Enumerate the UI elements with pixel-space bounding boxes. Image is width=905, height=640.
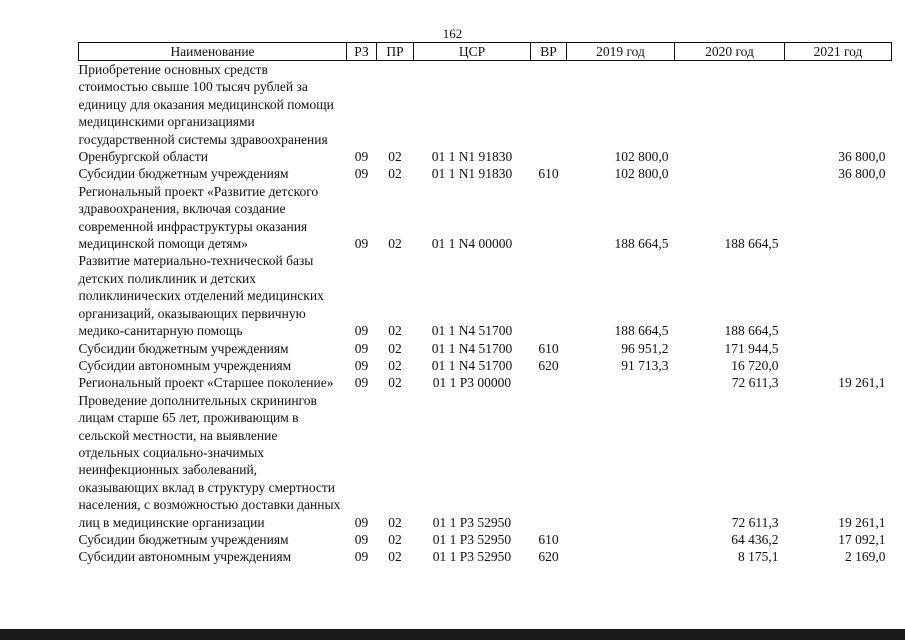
- row-2020: [675, 61, 785, 166]
- row-2020: [675, 165, 785, 182]
- row-pr: 02: [388, 514, 402, 530]
- row-vr: [531, 374, 567, 391]
- page-number: 162: [442, 26, 463, 41]
- table-row: [79, 357, 892, 374]
- row-csr: 01 1 N4 51700: [431, 340, 513, 356]
- table-row: [79, 392, 892, 531]
- row-2019: [567, 392, 675, 531]
- row-2019: 96 951,2: [621, 340, 669, 356]
- row-name: Субсидии автономным учреждениям: [78, 549, 292, 565]
- row-vr: 620: [538, 357, 559, 373]
- row-2019: 91 713,3: [621, 357, 669, 373]
- row-2020: 72 611,3: [731, 514, 779, 530]
- header-2019: 2019 год: [567, 43, 675, 61]
- row-csr: 01 1 P3 52950: [432, 531, 512, 547]
- row-name: Субсидии автономным учреждениям: [78, 357, 292, 373]
- row-csr: 01 1 N4 00000: [431, 236, 513, 252]
- row-2019: 188 664,5: [614, 323, 669, 339]
- row-pr: 02: [388, 149, 402, 165]
- row-rz: 09: [354, 549, 369, 565]
- table-row: [79, 548, 892, 565]
- row-pr: 02: [388, 531, 402, 547]
- row-csr: 01 1 N1 91830: [431, 149, 513, 165]
- row-name: Региональный проект «Развитие детского здравоохранения, включая создание современной инфраструктуры оказания медицинской помощи детям»: [78, 183, 319, 252]
- budget-table: [78, 42, 892, 566]
- row-2021: 19 261,1: [838, 375, 886, 391]
- header-csr: ЦСР: [414, 43, 531, 61]
- row-vr: 610: [538, 166, 559, 182]
- row-rz: 09: [354, 166, 369, 182]
- row-rz: 09: [354, 149, 369, 165]
- row-vr: [531, 392, 567, 531]
- row-2020: 64 436,2: [731, 531, 779, 547]
- row-2021: [785, 357, 892, 374]
- scan-bottom-border: [0, 629, 905, 640]
- row-vr: 610: [538, 340, 559, 356]
- row-vr: 610: [538, 531, 559, 547]
- row-pr: 02: [388, 357, 402, 373]
- row-2019: 102 800,0: [614, 149, 669, 165]
- row-rz: 09: [354, 357, 369, 373]
- row-2019: [567, 548, 675, 565]
- row-csr: 01 1 P3 00000: [432, 375, 512, 391]
- table-header-row: [79, 43, 892, 61]
- table-row: [79, 183, 892, 253]
- row-csr: 01 1 N4 51700: [431, 357, 513, 373]
- row-rz: 09: [354, 236, 369, 252]
- row-name: Субсидии бюджетным учреждениям: [78, 340, 289, 356]
- row-pr: 02: [388, 375, 402, 391]
- row-vr: [531, 252, 567, 339]
- row-2021: 17 092,1: [838, 531, 886, 547]
- row-vr: [531, 183, 567, 253]
- table-row: [79, 374, 892, 391]
- row-rz: 09: [354, 323, 369, 339]
- row-2020: 72 611,3: [731, 375, 779, 391]
- table-row: [79, 165, 892, 182]
- header-2020: 2020 год: [675, 43, 785, 61]
- row-csr: 01 1 P3 52950: [432, 514, 512, 530]
- row-2020: 16 720,0: [731, 357, 779, 373]
- row-name: Развитие материально-технической базы детских поликлиник и детских поликлинических отделений медицинских организаций, оказывающих первичную медико-санитарную помощь: [78, 253, 324, 339]
- row-name: Субсидии бюджетным учреждениям: [78, 531, 289, 547]
- row-rz: 09: [354, 375, 369, 391]
- row-2020: 8 175,1: [738, 549, 779, 565]
- header-2021: 2021 год: [785, 43, 892, 61]
- header-vr: ВР: [531, 43, 567, 61]
- row-csr: 01 1 N1 91830: [431, 166, 513, 182]
- header-rz: РЗ: [347, 43, 377, 61]
- row-name: Приобретение основных средств стоимостью свыше 100 тысяч рублей за единицу для оказания медицинской помощи медицинскими организациями государственной системы здравоохранения Оренбургской области: [78, 62, 334, 165]
- row-name: Субсидии бюджетным учреждениям: [78, 166, 289, 182]
- row-2019: 188 664,5: [614, 236, 669, 252]
- row-pr: 02: [388, 166, 402, 182]
- row-vr: [531, 61, 567, 166]
- table-row: [79, 252, 892, 339]
- table-row: [79, 531, 892, 548]
- row-2020: 188 664,5: [724, 323, 779, 339]
- row-pr: 02: [388, 236, 402, 252]
- row-2020: 188 664,5: [724, 236, 779, 252]
- row-2021: 2 169,0: [845, 549, 886, 565]
- row-2019: [567, 531, 675, 548]
- header-name: Наименование: [79, 43, 347, 61]
- row-2021: [785, 340, 892, 357]
- row-2021: 36 800,0: [838, 166, 886, 182]
- row-2021: 19 261,1: [838, 514, 886, 530]
- table-row: [79, 340, 892, 357]
- row-rz: 09: [354, 514, 369, 530]
- row-2021: [785, 252, 892, 339]
- row-rz: 09: [354, 340, 369, 356]
- row-vr: 620: [538, 549, 559, 565]
- row-2021: [785, 183, 892, 253]
- row-name: Региональный проект «Старшее поколение»: [78, 375, 334, 391]
- row-pr: 02: [388, 549, 402, 565]
- row-2019: [567, 374, 675, 391]
- row-2021: 36 800,0: [838, 149, 886, 165]
- row-name: Проведение дополнительных скринингов лицам старше 65 лет, проживающим в сельской местности, на выявление отдельных социально-значимых неинфекционных заболеваний, оказывающих вклад в структуру смертности населения, с возможностью доставки данных лиц в медицинские организации: [78, 392, 341, 530]
- header-pr: ПР: [377, 43, 414, 61]
- row-rz: 09: [354, 531, 369, 547]
- row-2019: 102 800,0: [614, 166, 669, 182]
- table-row: [79, 61, 892, 166]
- row-2020: 171 944,5: [724, 340, 779, 356]
- row-pr: 02: [388, 340, 402, 356]
- row-pr: 02: [388, 323, 402, 339]
- row-csr: 01 1 N4 51700: [431, 323, 513, 339]
- row-csr: 01 1 P3 52950: [432, 549, 512, 565]
